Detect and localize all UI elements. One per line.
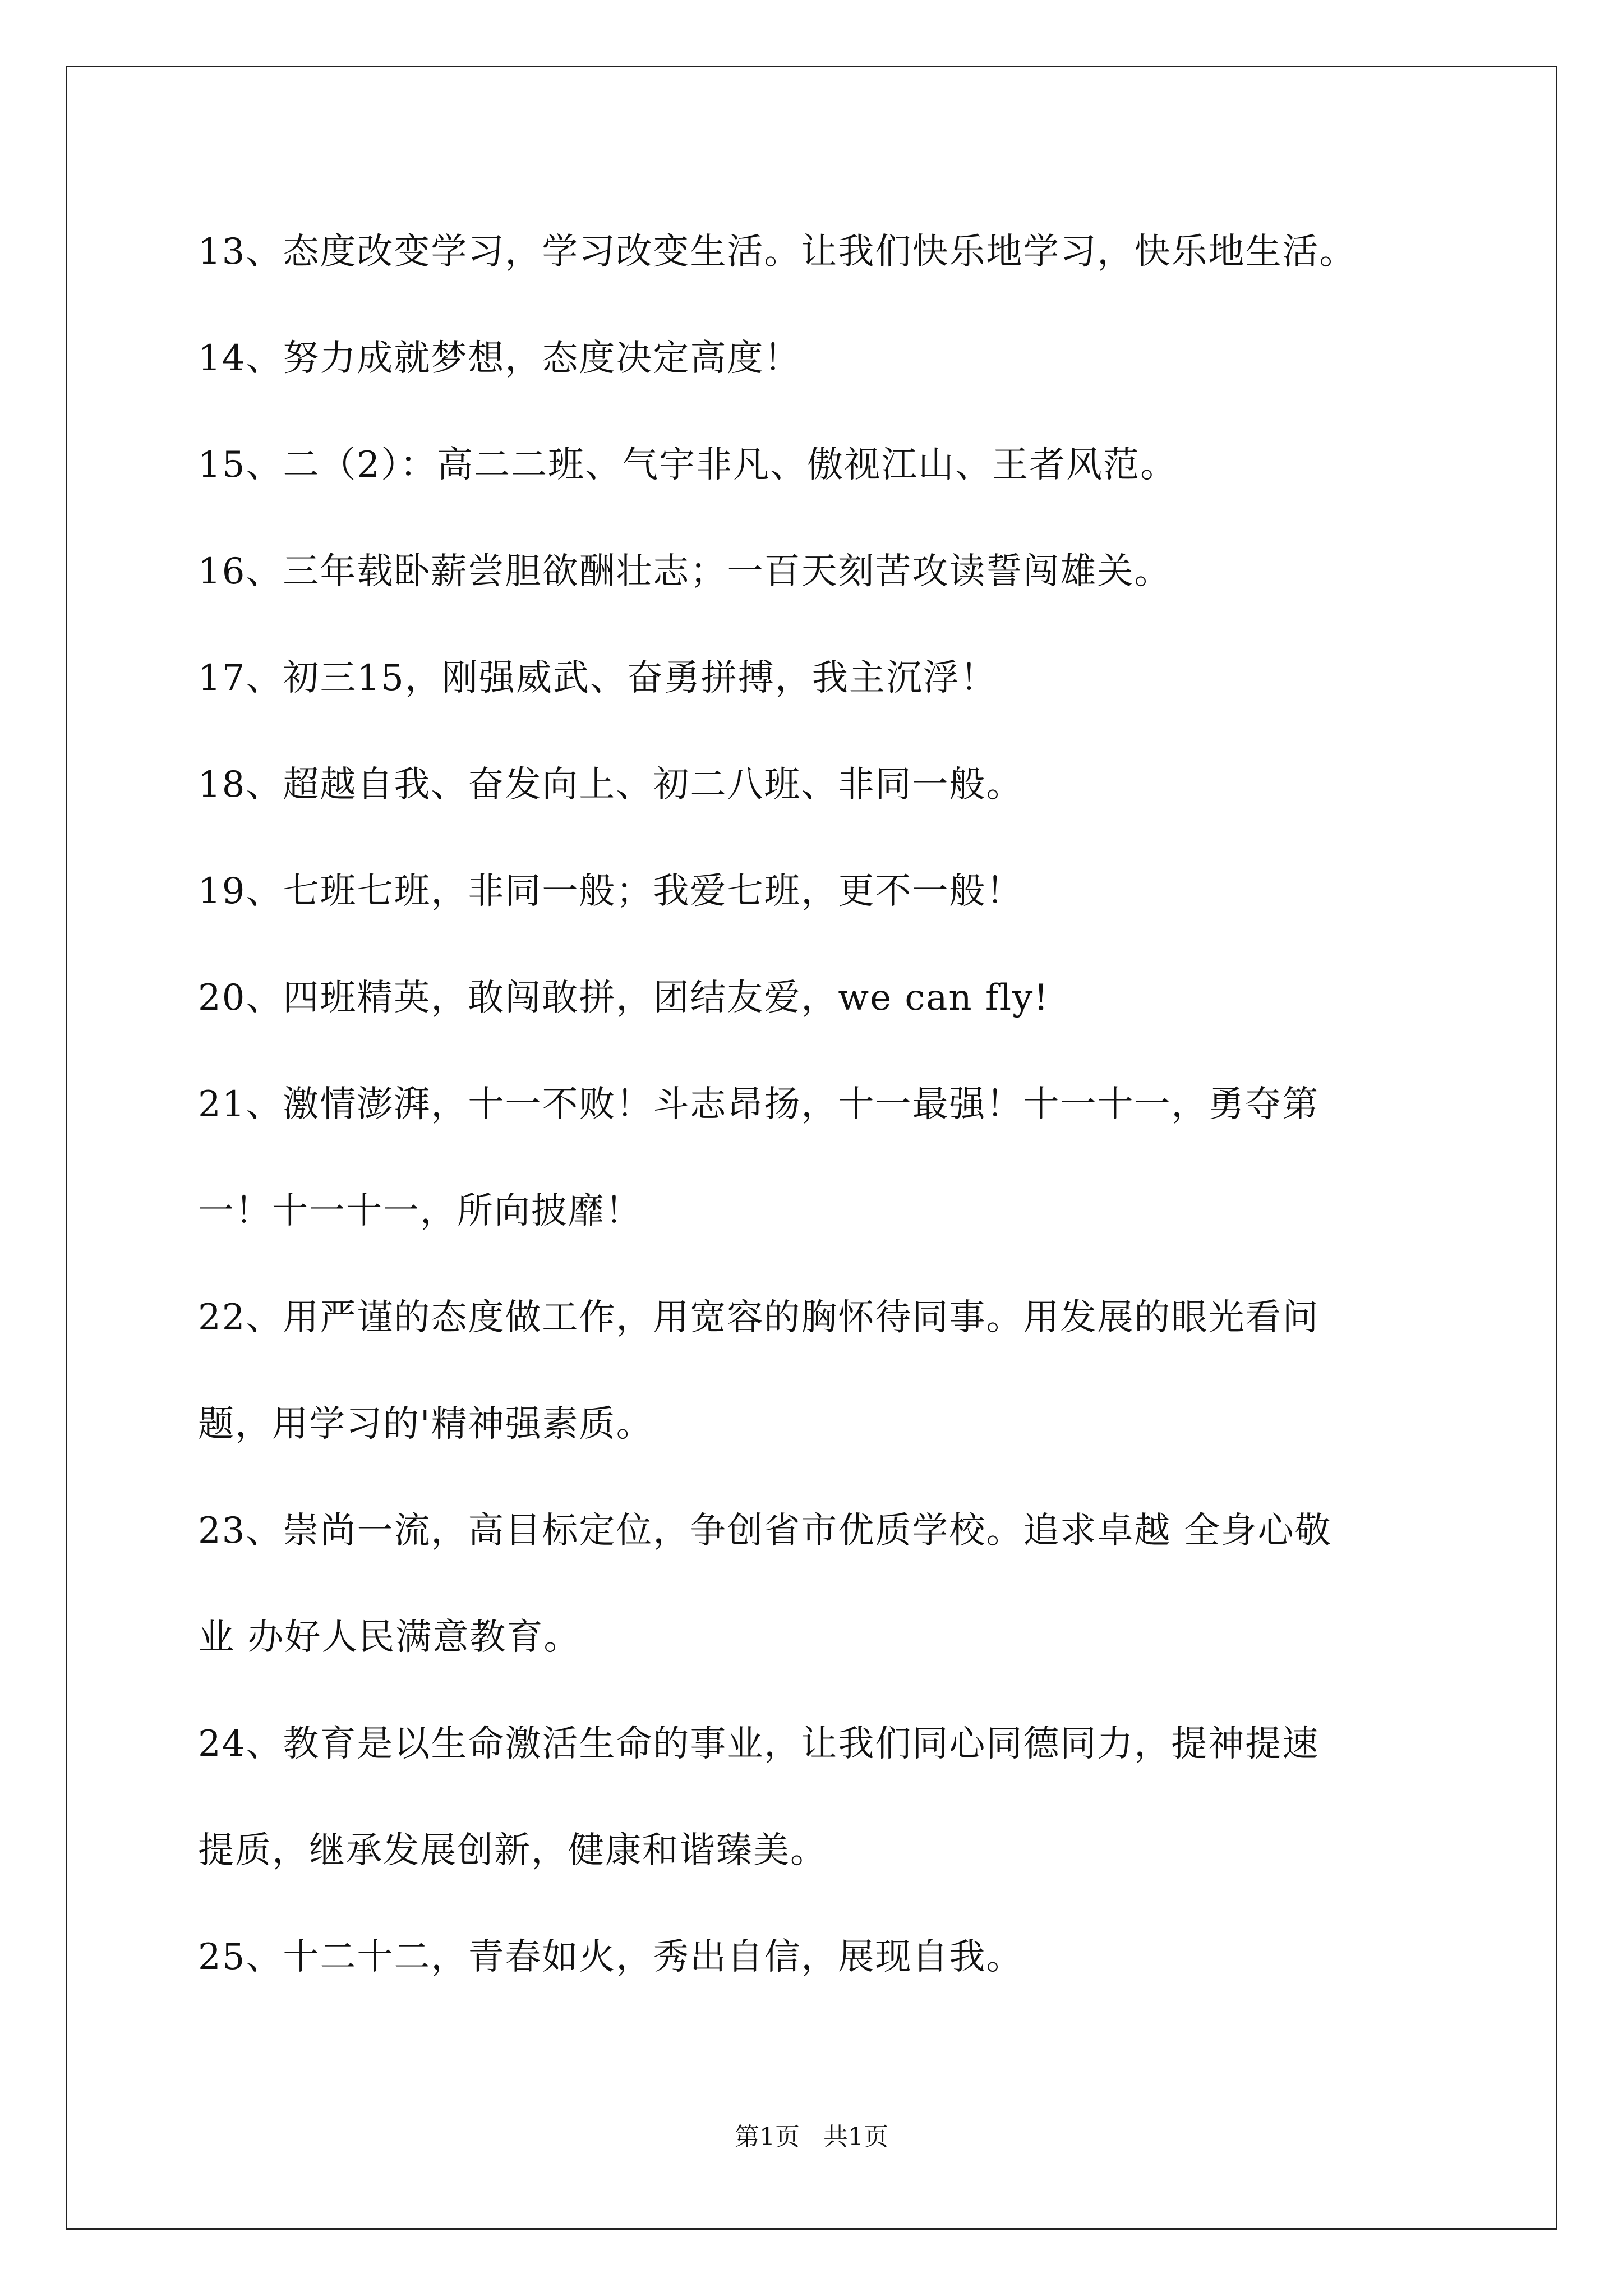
text-line: 20、四班精英，敢闯敢拼，团结友爱，we can fly! <box>198 977 1050 1019</box>
text-line: 24、教育是以生命激活生命的事业，让我们同心同德同力，提神提速 <box>198 1723 1320 1765</box>
text-line: 14、努力成就梦想，态度决定高度！ <box>198 338 801 379</box>
text-line: 业 办好人民满意教育。 <box>198 1617 581 1658</box>
text-line: 16、三年载卧薪尝胆欲酬壮志；一百天刻苦攻读誓闯雄关。 <box>198 551 1172 592</box>
text-line: 一！十一十一，所向披靡！ <box>198 1190 642 1232</box>
text-line: 18、超越自我、奋发向上、初二八班、非同一般。 <box>198 764 1023 806</box>
page-border <box>66 66 1557 2230</box>
text-line: 15、二（2）：高二二班、气宇非凡、傲视江山、王者风范。 <box>198 444 1178 486</box>
text-line: 21、激情澎湃，十一不败！斗志昂扬，十一最强！十一十一，勇夺第 <box>198 1084 1320 1125</box>
text-line: 25、十二十二，青春如火，秀出自信，展现自我。 <box>198 1936 1023 1978</box>
text-line: 13、态度改变学习，学习改变生活。让我们快乐地学习，快乐地生活。 <box>198 231 1357 273</box>
text-line: 22、用严谨的态度做工作，用宽容的胸怀待同事。用发展的眼光看问 <box>198 1297 1320 1338</box>
text-line: 提质，继承发展创新，健康和谐臻美。 <box>198 1830 827 1871</box>
page-number-footer: 第1页 共1页 <box>735 2123 888 2151</box>
text-line: 17、初三15，刚强威武、奋勇拼搏，我主沉浮！ <box>198 657 997 699</box>
text-line: 23、崇尚一流，高目标定位，争创省市优质学校。追求卓越 全身心敬 <box>198 1510 1332 1552</box>
text-line: 题，用学习的'精神强素质。 <box>198 1404 653 1445</box>
text-line: 19、七班七班，非同一般；我爱七班，更不一般！ <box>198 871 1023 912</box>
